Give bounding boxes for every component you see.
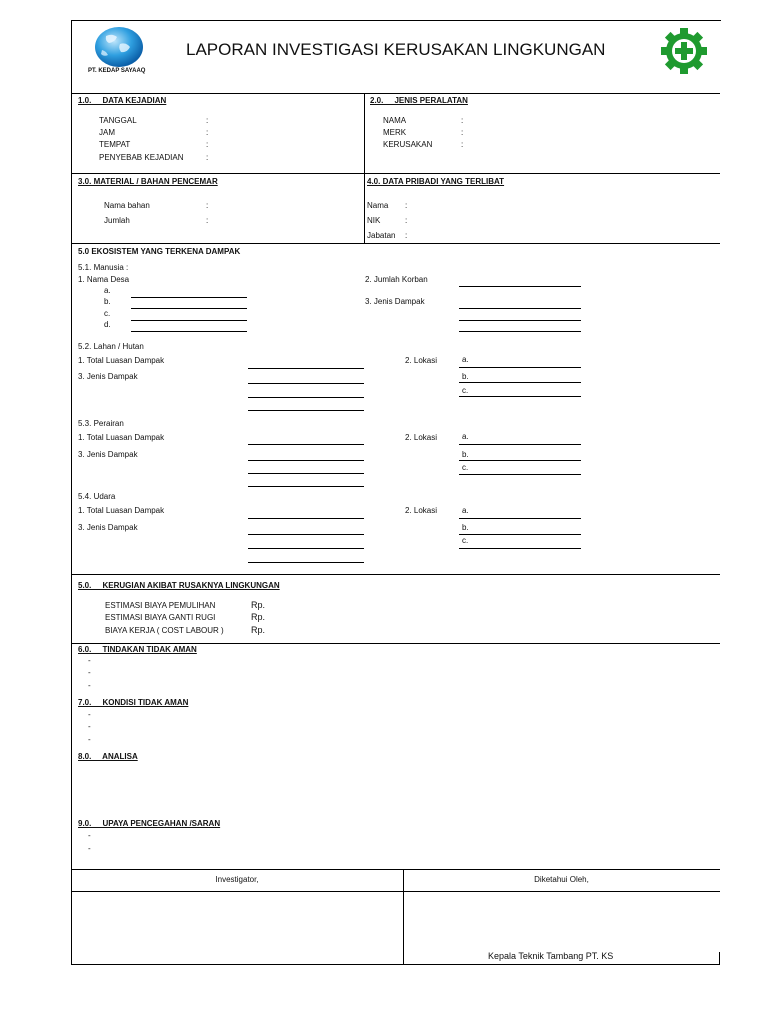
signature-diketahui-header: Diketahui Oleh, xyxy=(534,875,589,884)
company-logo-caption: PT. KEDAP SAYAAQ xyxy=(88,68,146,74)
input-line[interactable] xyxy=(459,331,581,332)
input-line[interactable] xyxy=(459,474,581,475)
input-line[interactable] xyxy=(131,331,247,332)
input-line[interactable] xyxy=(459,308,581,309)
input-line[interactable] xyxy=(459,367,581,368)
colon: : xyxy=(405,201,408,210)
input-line[interactable] xyxy=(248,562,364,563)
input-line[interactable] xyxy=(459,286,581,287)
signature-approver-name: Kepala Teknik Tambang PT. KS xyxy=(488,951,614,961)
field-jam: JAM xyxy=(99,128,115,137)
bullet: - xyxy=(88,656,91,665)
label-lokasi: 2. Lokasi xyxy=(405,356,438,365)
input-line[interactable] xyxy=(131,297,247,298)
letter-b: b. xyxy=(462,372,469,381)
field-nama-bahan: Nama bahan xyxy=(104,201,150,210)
safety-logo xyxy=(660,27,708,75)
label-jenis-dampak: 3. Jenis Dampak xyxy=(78,372,138,381)
field-nik: NIK xyxy=(367,216,381,225)
currency-label: Rp. xyxy=(251,625,266,635)
label-total-luasan: 1. Total Luasan Dampak xyxy=(78,356,165,365)
input-line[interactable] xyxy=(248,410,364,411)
colon: : xyxy=(461,116,464,125)
letter-b: b. xyxy=(462,450,469,459)
letter-d: d. xyxy=(104,320,111,329)
field-jumlah: Jumlah xyxy=(104,216,130,225)
label-estimasi-ganti-rugi: ESTIMASI BIAYA GANTI RUGI xyxy=(105,613,216,622)
colon: : xyxy=(206,153,209,162)
input-line[interactable] xyxy=(459,534,581,535)
section-2-heading: 2.0. JENIS PERALATAN xyxy=(370,96,468,105)
colon: : xyxy=(206,216,209,225)
bullet: - xyxy=(88,668,91,677)
field-nama-peralatan: NAMA xyxy=(383,116,407,125)
letter-c: c. xyxy=(462,463,469,472)
colon: : xyxy=(206,116,209,125)
input-line[interactable] xyxy=(459,518,581,519)
input-line[interactable] xyxy=(248,383,364,384)
field-kerusakan: KERUSAKAN xyxy=(383,140,433,149)
field-penyebab-kejadian: PENYEBAB KEJADIAN xyxy=(99,153,184,162)
label-lokasi: 2. Lokasi xyxy=(405,433,438,442)
section-7-heading: 7.0. KONDISI TIDAK AMAN xyxy=(78,698,189,707)
field-jabatan: Jabatan xyxy=(367,231,396,240)
bullet: - xyxy=(88,681,91,690)
label-jenis-dampak: 3. Jenis Dampak xyxy=(365,297,425,306)
label-total-luasan: 1. Total Luasan Dampak xyxy=(78,506,165,515)
input-line[interactable] xyxy=(248,486,364,487)
letter-c: c. xyxy=(462,386,469,395)
input-line[interactable] xyxy=(248,548,364,549)
colon: : xyxy=(405,231,408,240)
section-1-heading: 1.0. DATA KEJADIAN xyxy=(78,96,167,105)
section-5-heading: 5.0 EKOSISTEM YANG TERKENA DAMPAK xyxy=(78,247,241,256)
colon: : xyxy=(206,128,209,137)
currency-label: Rp. xyxy=(251,612,266,622)
input-line[interactable] xyxy=(248,368,364,369)
input-line[interactable] xyxy=(131,308,247,309)
label-jenis-dampak: 3. Jenis Dampak xyxy=(78,523,138,532)
field-merk: MERK xyxy=(383,128,407,137)
section-6-heading: 6.0. TINDAKAN TIDAK AMAN xyxy=(78,645,197,654)
letter-a: a. xyxy=(462,432,469,441)
input-line[interactable] xyxy=(459,382,581,383)
input-line[interactable] xyxy=(459,444,581,445)
input-line[interactable] xyxy=(131,320,247,321)
signature-box-investigator[interactable] xyxy=(72,892,402,962)
colon: : xyxy=(206,140,209,149)
page-title: LAPORAN INVESTIGASI KERUSAKAN LINGKUNGAN xyxy=(186,40,606,59)
field-tanggal: TANGGAL xyxy=(99,116,137,125)
input-line[interactable] xyxy=(459,320,581,321)
input-line[interactable] xyxy=(248,460,364,461)
input-line[interactable] xyxy=(459,460,581,461)
label-nama-desa: 1. Nama Desa xyxy=(78,275,130,284)
colon: : xyxy=(461,128,464,137)
label-jenis-dampak: 3. Jenis Dampak xyxy=(78,450,138,459)
colon: : xyxy=(461,140,464,149)
bullet: - xyxy=(88,722,91,731)
colon: : xyxy=(405,216,408,225)
letter-c: c. xyxy=(104,309,111,318)
green-gear-cross-icon xyxy=(660,27,708,75)
input-line[interactable] xyxy=(459,396,581,397)
subsection-lahan: 5.2. Lahan / Hutan xyxy=(78,342,144,351)
input-line[interactable] xyxy=(248,518,364,519)
input-line[interactable] xyxy=(248,473,364,474)
letter-c: c. xyxy=(462,536,469,545)
subsection-manusia: 5.1. Manusia : xyxy=(78,263,129,272)
bullet: - xyxy=(88,831,91,840)
letter-b: b. xyxy=(462,523,469,532)
colon: : xyxy=(206,201,209,210)
input-line[interactable] xyxy=(248,534,364,535)
subsection-perairan: 5.3. Perairan xyxy=(78,419,124,428)
field-nama-pribadi: Nama xyxy=(367,201,389,210)
letter-a: a. xyxy=(462,506,469,515)
input-line[interactable] xyxy=(248,397,364,398)
label-jumlah-korban: 2. Jumlah Korban xyxy=(365,275,428,284)
signature-investigator-header: Investigator, xyxy=(215,875,259,884)
section-3-heading: 3.0. MATERIAL / BAHAN PENCEMAR xyxy=(78,177,218,186)
section-8-heading: 8.0. ANALISA xyxy=(78,752,138,761)
subsection-udara: 5.4. Udara xyxy=(78,492,116,501)
bullet: - xyxy=(88,844,91,853)
label-estimasi-pemulihan: ESTIMASI BIAYA PEMULIHAN xyxy=(105,601,216,610)
label-biaya-kerja: BIAYA KERJA ( COST LABOUR ) xyxy=(105,626,224,635)
currency-label: Rp. xyxy=(251,600,266,610)
company-logo xyxy=(88,26,152,78)
bullet: - xyxy=(88,710,91,719)
bullet: - xyxy=(88,735,91,744)
letter-a: a. xyxy=(104,286,111,295)
section-9-heading: 9.0. UPAYA PENCEGAHAN /SARAN xyxy=(78,819,221,828)
section-kerugian-heading: 5.0. KERUGIAN AKIBAT RUSAKNYA LINGKUNGAN xyxy=(78,581,280,590)
letter-b: b. xyxy=(104,297,111,306)
field-tempat: TEMPAT xyxy=(99,140,131,149)
globe-logo-icon xyxy=(92,26,152,68)
label-lokasi: 2. Lokasi xyxy=(405,506,438,515)
letter-a: a. xyxy=(462,355,469,364)
input-line[interactable] xyxy=(459,548,581,549)
label-total-luasan: 1. Total Luasan Dampak xyxy=(78,433,165,442)
input-line[interactable] xyxy=(248,444,364,445)
section-4-heading: 4.0. DATA PRIBADI YANG TERLIBAT xyxy=(367,177,505,186)
